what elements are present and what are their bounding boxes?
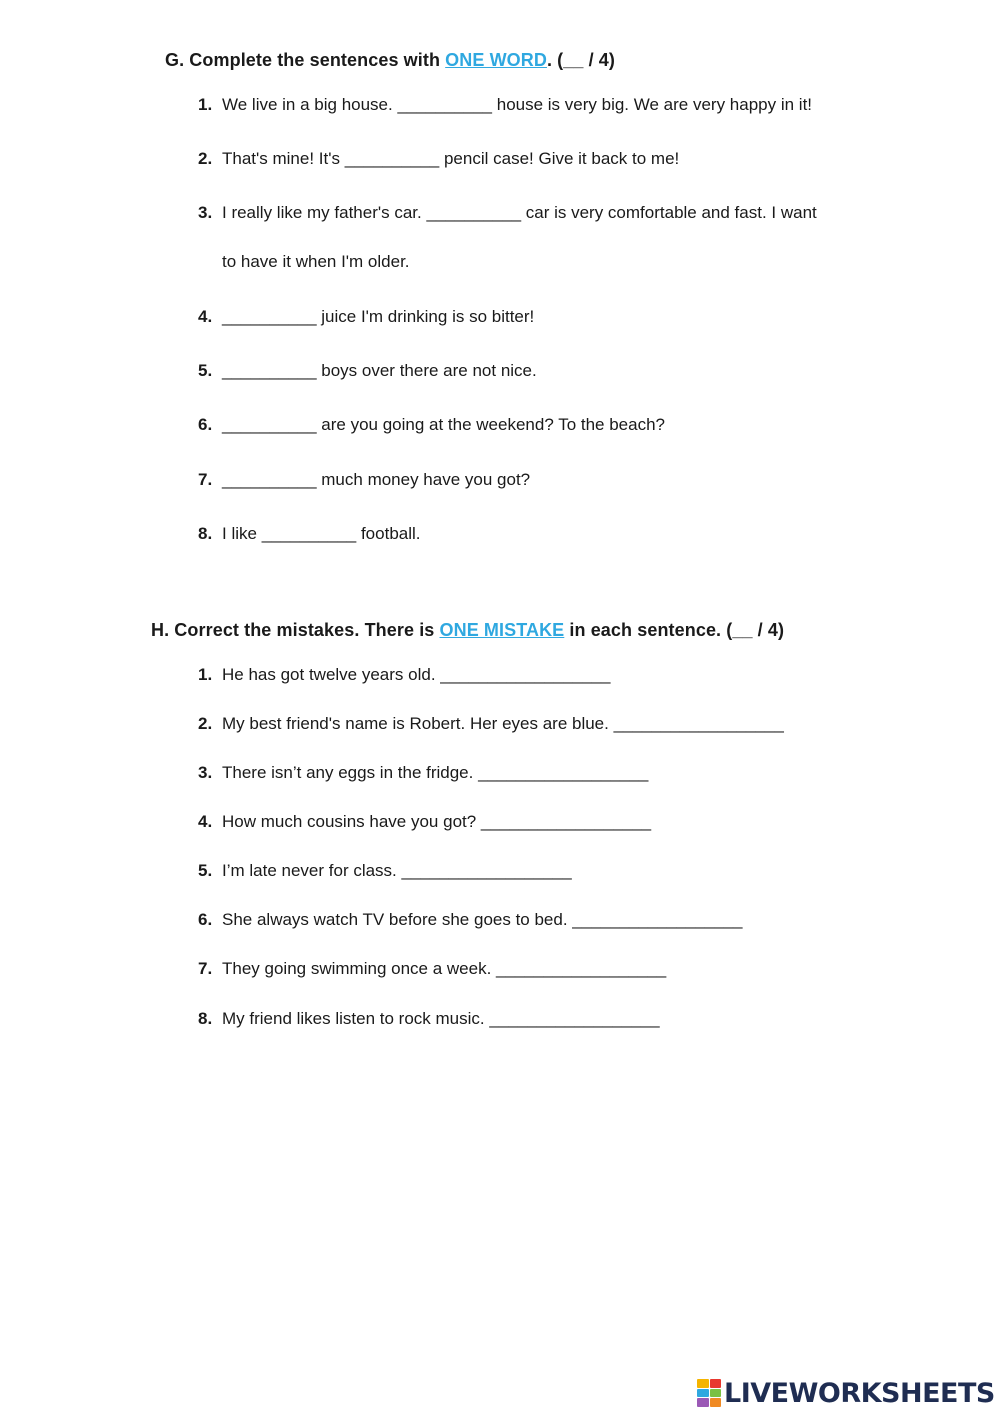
item-number: 2.: [198, 714, 213, 733]
h-item-2: [198, 714, 784, 734]
item-text-post: pencil case! Give it back to me!: [439, 149, 680, 168]
h-item-8: [198, 1009, 660, 1029]
g-item-5: [198, 361, 537, 381]
item-number: 2.: [198, 149, 213, 168]
answer-blank[interactable]: __________: [397, 95, 493, 114]
item-text: There isn’t any eggs in the fridge.: [222, 763, 479, 782]
g-item-7: [198, 470, 530, 490]
g-item-6: [198, 415, 665, 435]
one-mistake-link[interactable]: ONE MISTAKE: [439, 620, 565, 640]
section-h-heading: [151, 620, 784, 641]
answer-blank[interactable]: __________________: [489, 1009, 660, 1028]
item-text-post: car is very comfortable and fast. I want: [521, 203, 817, 222]
item-number: 3.: [198, 763, 213, 782]
answer-blank[interactable]: __________________: [572, 910, 743, 929]
one-word-link[interactable]: ONE WORD: [445, 50, 547, 70]
item-number: 7.: [198, 959, 213, 978]
answer-blank[interactable]: __________________: [613, 714, 784, 733]
item-text: I’m late never for class.: [222, 861, 402, 880]
item-number: 1.: [198, 665, 213, 684]
answer-blank[interactable]: __________: [222, 415, 317, 434]
answer-blank[interactable]: __________________: [496, 959, 667, 978]
answer-blank[interactable]: __________: [344, 149, 440, 168]
answer-blank[interactable]: __________________: [401, 861, 572, 880]
item-text: My best friend's name is Robert. Her eyes are blue.: [222, 714, 614, 733]
item-text-post: football.: [356, 524, 421, 543]
h-item-7: [198, 959, 666, 979]
section-g-heading-post: . (__ / 4): [546, 50, 615, 70]
item-number: 5.: [198, 861, 213, 880]
item-text: He has got twelve years old.: [222, 665, 441, 684]
item-number: 5.: [198, 361, 213, 380]
item-text: How much cousins have you got?: [222, 812, 481, 831]
liveworksheets-logo-icon: [697, 1379, 721, 1407]
item-text-post: juice I'm drinking is so bitter!: [316, 307, 535, 326]
answer-blank[interactable]: __________: [261, 524, 357, 543]
item-number: 6.: [198, 910, 213, 929]
answer-blank[interactable]: __________: [426, 203, 522, 222]
g-item-1: [198, 95, 812, 115]
item-text: She always watch TV before she goes to bed.: [222, 910, 573, 929]
item-number: 8.: [198, 1009, 213, 1028]
answer-blank[interactable]: __________________: [480, 812, 652, 831]
g-item-8: [198, 524, 421, 544]
item-number: 4.: [198, 812, 213, 831]
g-item-4: [198, 307, 534, 327]
item-number: 8.: [198, 524, 213, 543]
section-g-heading-pre: G. Complete the sentences with: [165, 50, 446, 70]
item-number: 3.: [198, 203, 213, 222]
section-h-heading-post: in each sentence. (__ / 4): [564, 620, 785, 640]
answer-blank[interactable]: __________: [222, 307, 317, 326]
item-text-post: are you going at the weekend? To the beach?: [316, 415, 665, 434]
item-text-post: boys over there are not nice.: [316, 361, 537, 380]
g-item-2: [198, 149, 679, 169]
answer-blank[interactable]: __________: [222, 361, 317, 380]
item-text-post: much money have you got?: [316, 470, 531, 489]
h-item-4: [198, 812, 651, 832]
item-number: 1.: [198, 95, 213, 114]
g-item-3: [198, 203, 817, 223]
section-h-heading-pre: H. Correct the mistakes. There is: [151, 620, 440, 640]
item-text-pre: I really like my father's car.: [222, 203, 427, 222]
item-text-pre: I like: [222, 524, 262, 543]
item-number: 4.: [198, 307, 213, 326]
h-item-1: [198, 665, 610, 685]
liveworksheets-brand-text: LIVEWORKSHEETS: [724, 1377, 995, 1409]
h-item-6: [198, 910, 742, 930]
item-text: My friend likes listen to rock music.: [222, 1009, 490, 1028]
answer-blank[interactable]: __________________: [478, 763, 649, 782]
item-text-pre: That's mine! It's: [222, 149, 345, 168]
item-text-post: house is very big. We are very happy in it!: [492, 95, 813, 114]
section-g-heading: [165, 50, 615, 71]
item-number: 7.: [198, 470, 213, 489]
h-item-3: [198, 763, 648, 783]
item-text-pre: We live in a big house.: [222, 95, 398, 114]
item-text: They going swimming once a week.: [222, 959, 497, 978]
item-number: 6.: [198, 415, 213, 434]
answer-blank[interactable]: __________: [222, 470, 317, 489]
h-item-5: [198, 861, 572, 881]
answer-blank[interactable]: __________________: [440, 665, 611, 684]
g-item-3-continuation: to have it when I'm older.: [222, 252, 410, 271]
liveworksheets-logo[interactable]: [697, 1376, 995, 1410]
